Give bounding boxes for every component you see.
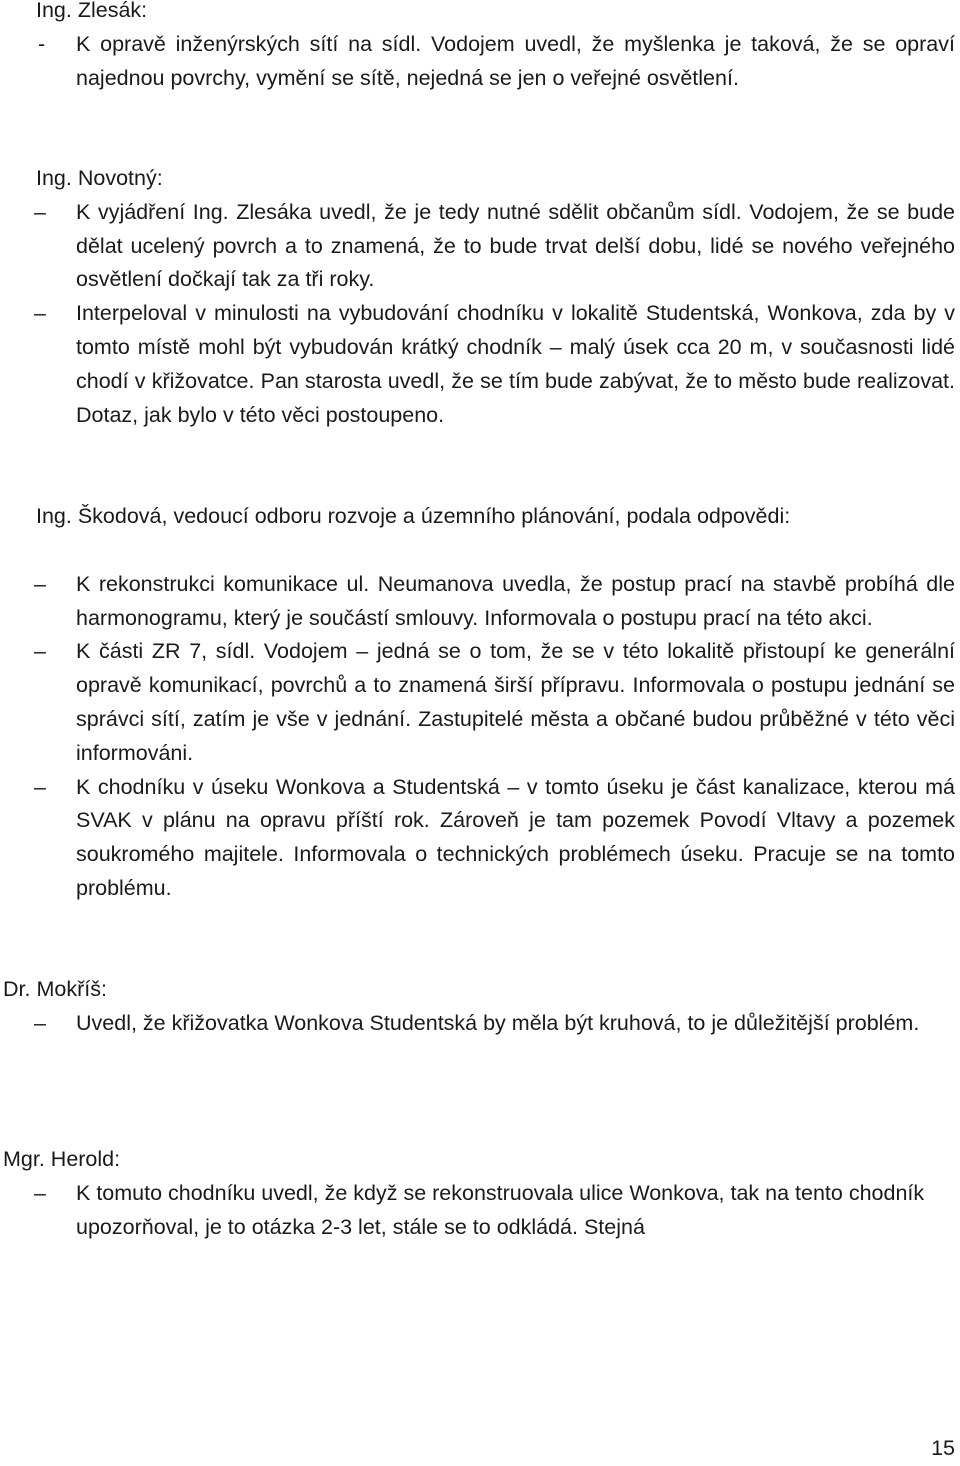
section-herold: [0, 1143, 960, 1244]
section-skodova: [0, 500, 960, 906]
paragraph-text: K chodníku v úseku Wonkova a Studentská – v tomto úseku je část kanalizace, kterou má SVAK v plánu na opravu příští rok. Zároveň je tam pozemek Povodí Vltavy a pozemek soukromého majitele. Informovala o technických problémech úseku. Pracuje se na tomto problému.: [76, 774, 955, 900]
paragraph-text: K části ZR 7, sídl. Vodojem – jedná se o tom, že se v této lokalitě přistoupí ke generální opravě komunikací, povrchů a to znamená širší přípravu. Informovala o postupu jednání se správci sítí, zatím je vše v jednání. Zastupitelé města a občané budou průběžné v této věci informováni.: [76, 639, 955, 765]
list-item: [0, 196, 960, 297]
list-item: [0, 1007, 960, 1041]
dash-bullet: –: [34, 199, 46, 224]
paragraph-text: Interpeloval v minulosti na vybudování chodníku v lokalitě Studentská, Wonkova, zda by v tomto místě mohl být vybudován krátký chodník – malý úsek cca 20 m, v současnosti lidé chodí v křižovatce. Pan starosta uvedl, že se tím bude zabývat, že to město bude realizovat. Dotaz, jak bylo v této věci postoupeno.: [76, 301, 955, 427]
dash-bullet: –: [34, 571, 46, 596]
section-zlesak: [0, 0, 960, 95]
paragraph-text: K opravě inženýrských sítí na sídl. Vodojem uvedl, že myšlenka je taková, že se opraví najednou povrchy, vymění se sítě, nejedná se jen o veřejné osvětlení.: [76, 31, 955, 90]
list-item: [0, 771, 960, 906]
dash-bullet: –: [34, 774, 46, 799]
list-item: [0, 568, 960, 636]
speaker-heading: Ing. Zlesák:: [36, 0, 148, 22]
paragraph-text: K rekonstrukci komunikace ul. Neumanova uvedla, že postup prací na stavbě probíhá dle harmonogramu, který je součástí smlouvy. Informovala o postupu prací na této akci.: [76, 571, 955, 630]
list-item: [0, 297, 960, 432]
section-mokris: [0, 973, 960, 1041]
list-item: [0, 28, 960, 96]
hyphen-bullet: -: [38, 31, 46, 56]
page-number: 15: [931, 1436, 955, 1460]
paragraph-text: K tomuto chodníku uvedl, že když se rekonstruovala ulice Wonkova, tak na tento chodník upozorňoval, je to otázka 2-3 let, stále se to odkládá. Stejná: [76, 1180, 925, 1239]
paragraph-text: Uvedl, že křižovatka Wonkova Studentská by měla být kruhová, to je důležitější problém.: [76, 1010, 920, 1035]
list-item: [0, 1177, 960, 1245]
dash-bullet: –: [34, 1010, 46, 1035]
speaker-heading: Mgr. Herold:: [3, 1147, 121, 1171]
speaker-heading: Ing. Škodová, vedoucí odboru rozvoje a územního plánování, podala odpovědi:: [36, 504, 791, 528]
speaker-heading: Ing. Novotný:: [36, 166, 163, 190]
section-novotny: [0, 162, 960, 432]
dash-bullet: –: [34, 301, 46, 326]
dash-bullet: –: [34, 1180, 46, 1205]
dash-bullet: –: [34, 639, 46, 664]
paragraph-text: K vyjádření Ing. Zlesáka uvedl, že je tedy nutné sdělit občanům sídl. Vodojem, že se bude dělat ucelený povrch a to znamená, že to bude trvat delší dobu, lidé se nového veřejného osvětlení dočkají tak za tři roky.: [76, 199, 955, 292]
list-item: [0, 635, 960, 770]
speaker-heading: Dr. Mokříš:: [3, 977, 107, 1001]
